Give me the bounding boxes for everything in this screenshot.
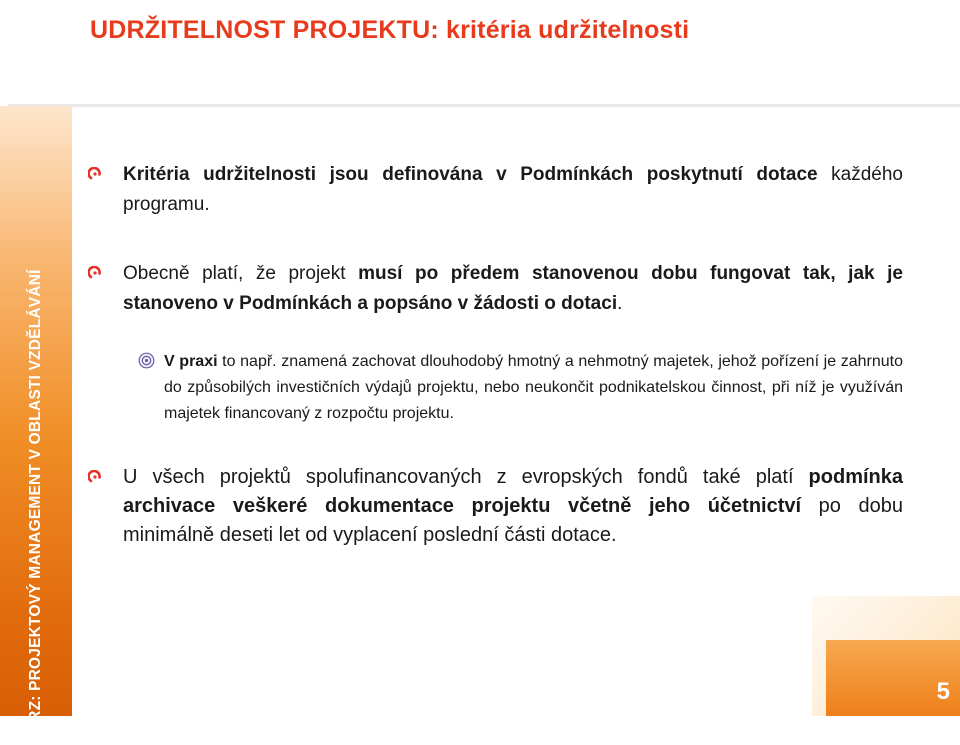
- bullet-2-part-1: Obecně platí, že projekt: [123, 263, 359, 284]
- bullet-3-part-2: po dobu minimálně deseti let od vyplacení poslední části dotace.: [123, 495, 903, 546]
- sub-bullet-text: [164, 349, 903, 427]
- bullet-1-bold: Kritéria udržitelnosti jsou definována v Podmínkách poskytnutí dotace: [123, 164, 818, 185]
- bullet-swirl-icon: [88, 470, 102, 484]
- bullet-1-rest: každého programu.: [123, 164, 903, 215]
- bullet-item-3: [88, 463, 903, 550]
- bullet-text-1: [123, 160, 903, 220]
- bullet-2-bold: musí po předem stanovenou dobu fungovat tak, jak je stanoveno v Podmínkách a popsáno v žádosti o dotaci: [123, 263, 903, 314]
- page-number: 5: [936, 678, 950, 705]
- bullet-text-3: [123, 463, 903, 550]
- sidebar: [0, 106, 72, 745]
- bullet-orb-icon: [138, 352, 155, 369]
- bullet-3-bold: podmínka archivace veškeré dokumentace projektu včetně jeho účetnictví: [123, 466, 903, 517]
- sidebar-course-label: KURZ: PROJEKTOVÝ MANAGEMENT V OBLASTI VZDĚLÁVÁNÍ: [27, 269, 44, 745]
- sub-bullet-bold: V praxi: [164, 353, 218, 370]
- bullet-text-2: [123, 259, 903, 319]
- page-number-box: [826, 640, 960, 716]
- bullet-2-part-2: .: [617, 293, 623, 314]
- slide-content: [88, 150, 903, 550]
- header-divider: [8, 104, 960, 107]
- sub-bullet-item: [88, 349, 903, 427]
- slide-title: UDRŽITELNOST PROJEKTU: kritéria udržitelnosti: [90, 16, 690, 44]
- slide-header: [0, 0, 960, 106]
- bullet-swirl-icon: [88, 266, 102, 280]
- sub-bullet-rest: to např. znamená zachovat dlouhodobý hmotný a nehmotný majetek, jehož pořízení je zahrnuto do způsobilých investičních výdajů projektu, nebo neukončit podnikatelskou činnost, při níž je využíván majetek financovaný z rozpočtu projektu.: [164, 353, 903, 422]
- bullet-swirl-icon: [88, 167, 102, 181]
- bullet-item-2: [88, 259, 903, 319]
- bullet-item-1: [88, 160, 903, 220]
- bullet-3-part-1: U všech projektů spolufinancovaných z evropských fondů také platí: [123, 466, 809, 488]
